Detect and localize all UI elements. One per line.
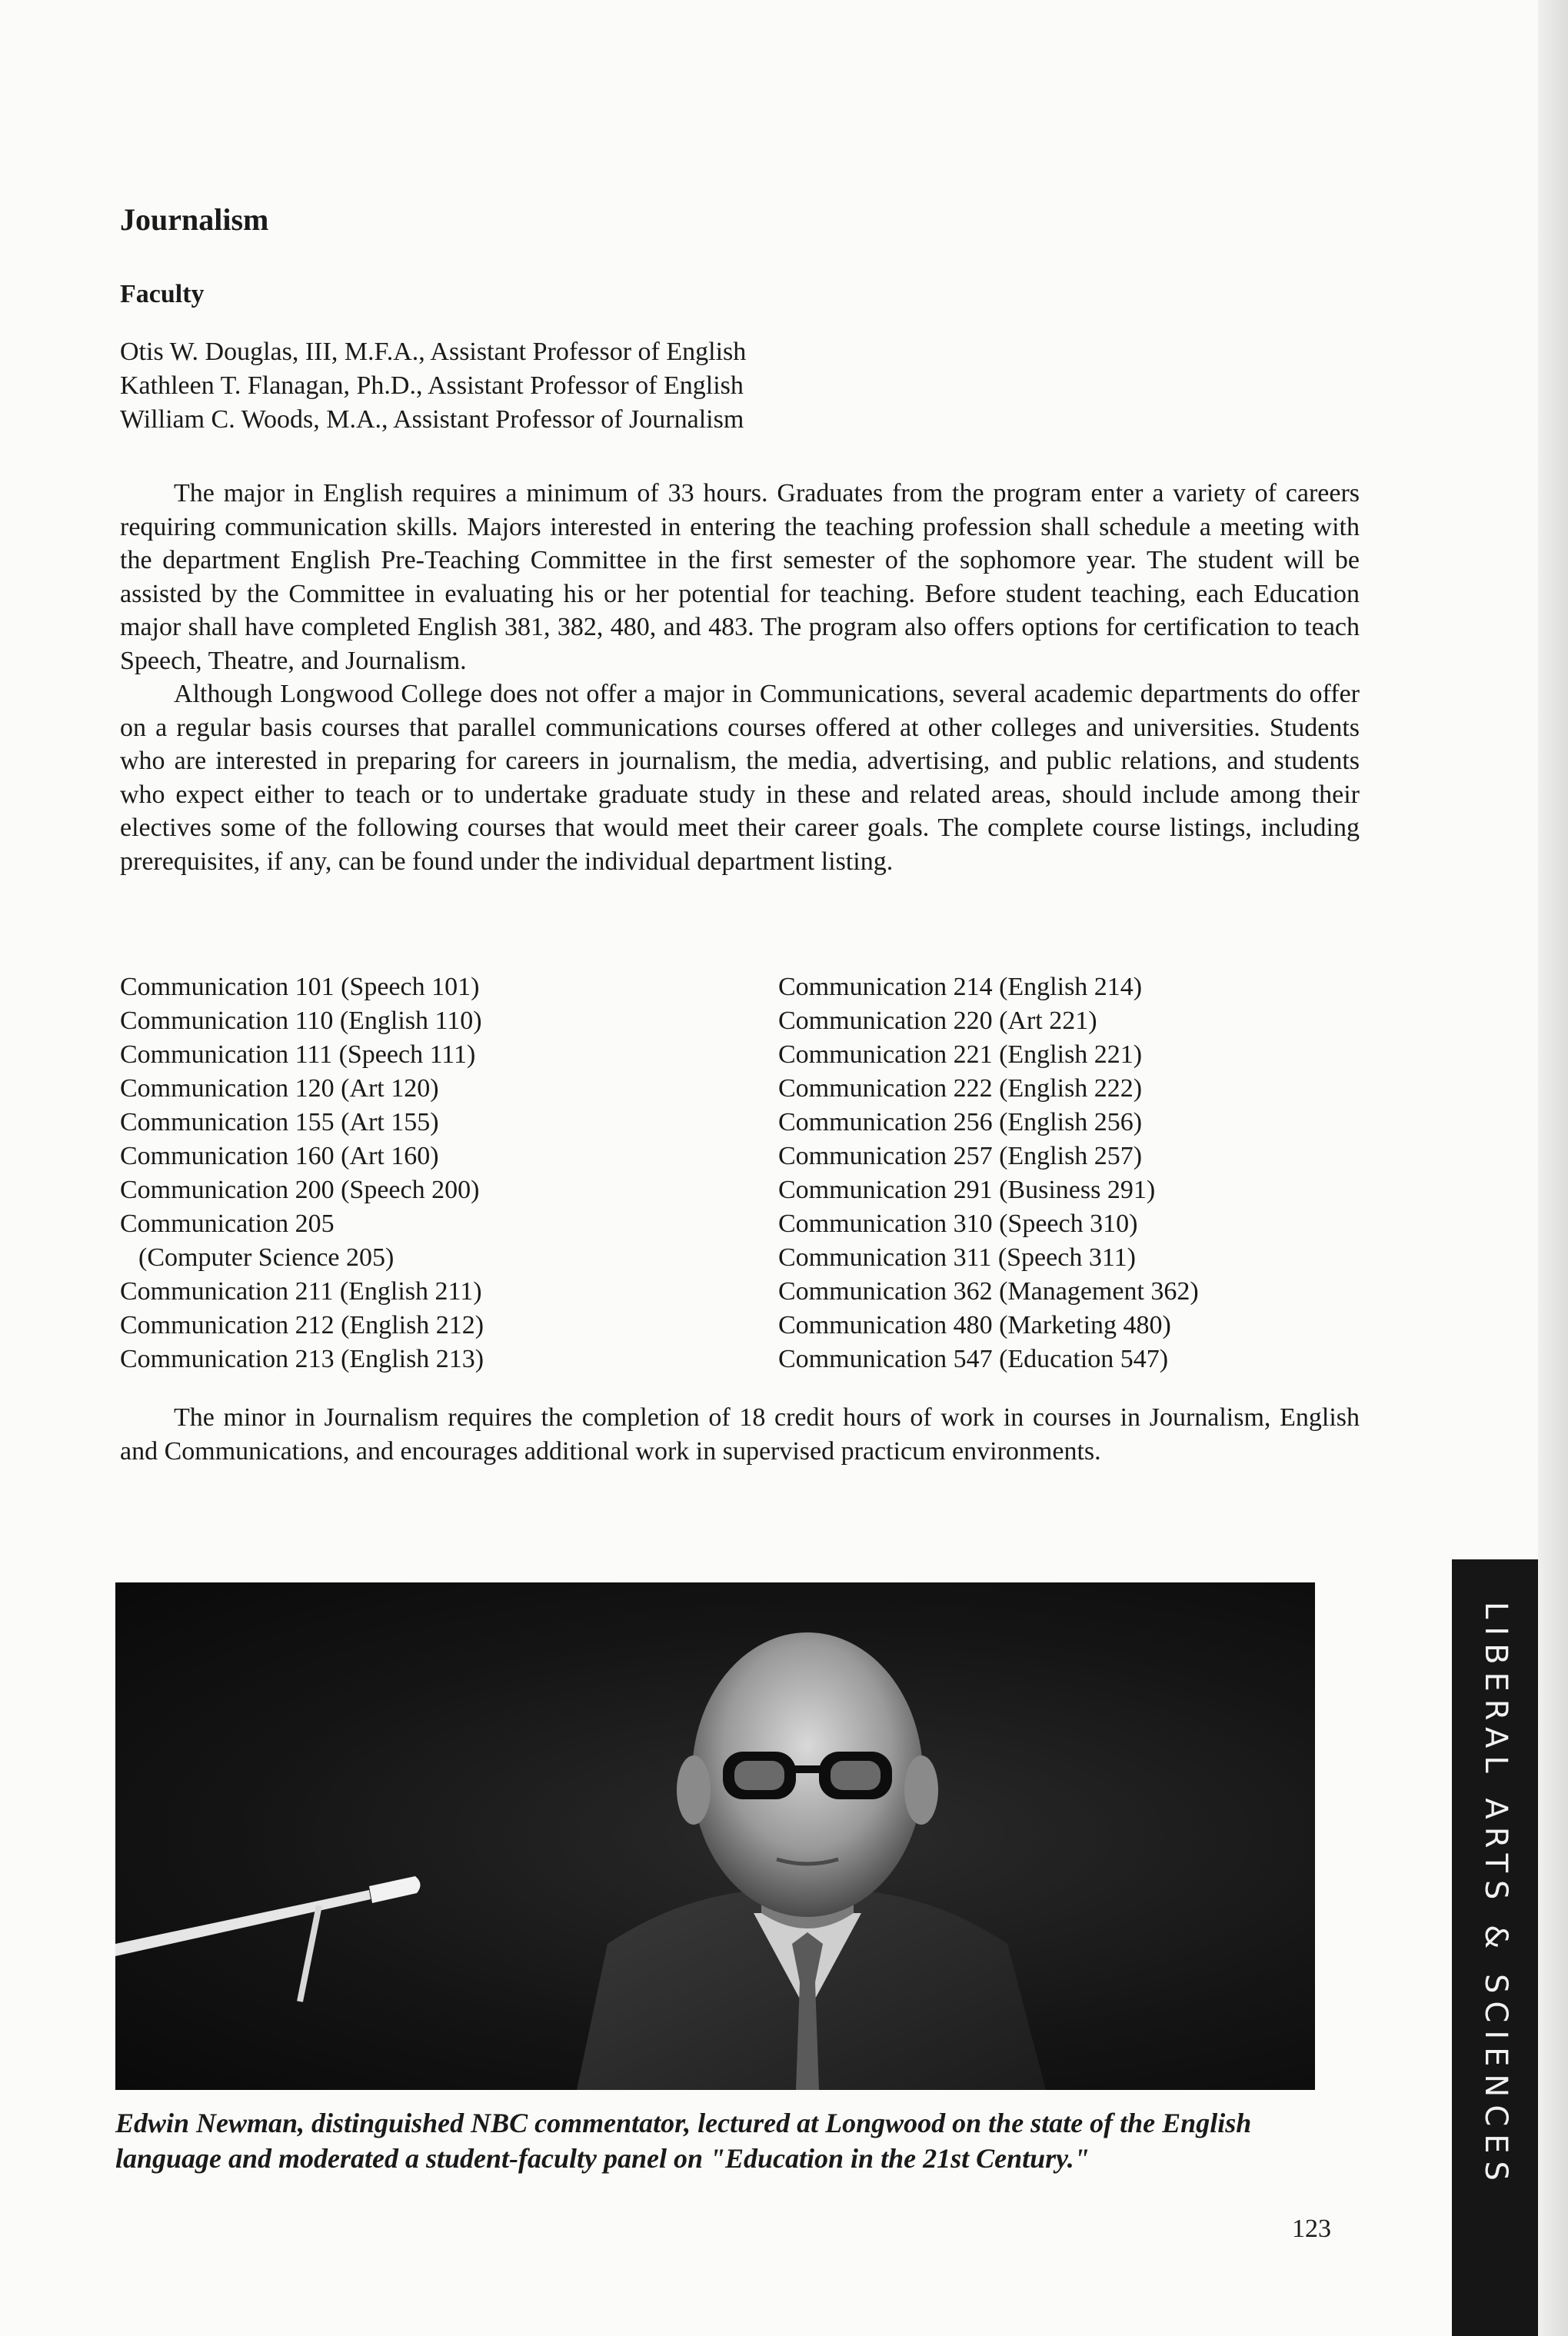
course-item: Communication 211 (English 211)	[120, 1277, 482, 1306]
paragraph-major: The major in English requires a minimum of 33 hours. Graduates from the program enter a variety of careers requiring communication skills. Majors interested in entering the teaching profession shall schedule a meeting with the department English Pre-Teaching Committee in the first semester of the sophomore year. The student will be assisted by the Committee in evaluating his or her potential for teaching. Before student teaching, each Education major shall have completed English 381, 382, 480, and 483. The program also offers options for certification to teach Speech, Theatre, and Journalism.	[120, 479, 1360, 675]
course-item: Communication 220 (Art 221)	[778, 1007, 1097, 1035]
course-item: Communication 101 (Speech 101)	[120, 973, 480, 1001]
section-side-tab	[1452, 1559, 1540, 2336]
portrait-photo	[115, 1582, 1315, 2090]
portrait-illustration	[115, 1582, 1315, 2090]
faculty-list	[120, 335, 746, 437]
paragraph-minor: The minor in Journalism requires the completion of 18 credit hours of work in courses in Journalism, English and Communications, and encourages additional work in supervised practicum environments.	[120, 1403, 1360, 1466]
course-item: Communication 110 (English 110)	[120, 1007, 482, 1035]
course-list-left	[120, 970, 484, 1376]
minor-description	[120, 1401, 1360, 1468]
course-item-continuation: (Computer Science 205)	[138, 1243, 394, 1272]
course-item: Communication 480 (Marketing 480)	[778, 1311, 1171, 1339]
course-item: Communication 205	[120, 1210, 335, 1238]
course-item: Communication 256 (English 256)	[778, 1108, 1143, 1136]
course-item: Communication 222 (English 222)	[778, 1074, 1143, 1103]
faculty-member: William C. Woods, M.A., Assistant Professor of Journalism	[120, 405, 744, 434]
course-item: Communication 362 (Management 362)	[778, 1277, 1199, 1306]
course-list-right	[778, 970, 1199, 1376]
course-item: Communication 291 (Business 291)	[778, 1176, 1156, 1204]
course-item: Communication 257 (English 257)	[778, 1142, 1143, 1170]
program-description	[120, 477, 1360, 878]
paragraph-communications: Although Longwood College does not offer a major in Communications, several academic departments do offer on a regular basis courses that parallel communications courses offered at other colleges and universities. Students who are interested in preparing for careers in journalism, the media, advertising, and public relations, and students who expect either to teach or to undertake graduate study in these and related areas, should include among their electives some of the following courses that would meet their career goals. The complete course listings, including prerequisites, if any, can be found under the individual department listing.	[120, 680, 1360, 876]
photo-caption: Edwin Newman, distinguished NBC commentator, lectured at Longwood on the state of the English language and moderated a student-faculty panel on "Education in the 21st Century."	[115, 2108, 1252, 2174]
side-tab-label: LIBERAL ARTS & SCIENCES	[1478, 1602, 1513, 2188]
section-heading: Journalism	[120, 202, 269, 237]
course-item: Communication 214 (English 214)	[778, 973, 1143, 1001]
course-item: Communication 212 (English 212)	[120, 1311, 484, 1339]
course-item: Communication 111 (Speech 111)	[120, 1040, 476, 1069]
page-number: 123	[1292, 2215, 1331, 2243]
course-item: Communication 120 (Art 120)	[120, 1074, 439, 1103]
course-item: Communication 200 (Speech 200)	[120, 1176, 480, 1204]
course-item: Communication 213 (English 213)	[120, 1345, 484, 1373]
faculty-heading: Faculty	[120, 280, 205, 308]
page-edge-shadow	[1538, 0, 1568, 2336]
faculty-member: Otis W. Douglas, III, M.F.A., Assistant Professor of English	[120, 338, 747, 366]
faculty-member: Kathleen T. Flanagan, Ph.D., Assistant Professor of English	[120, 371, 744, 400]
course-item: Communication 155 (Art 155)	[120, 1108, 439, 1136]
course-item: Communication 310 (Speech 310)	[778, 1210, 1138, 1238]
course-item: Communication 547 (Education 547)	[778, 1345, 1169, 1373]
course-item: Communication 311 (Speech 311)	[778, 1243, 1136, 1272]
course-item: Communication 221 (English 221)	[778, 1040, 1143, 1069]
course-item: Communication 160 (Art 160)	[120, 1142, 439, 1170]
